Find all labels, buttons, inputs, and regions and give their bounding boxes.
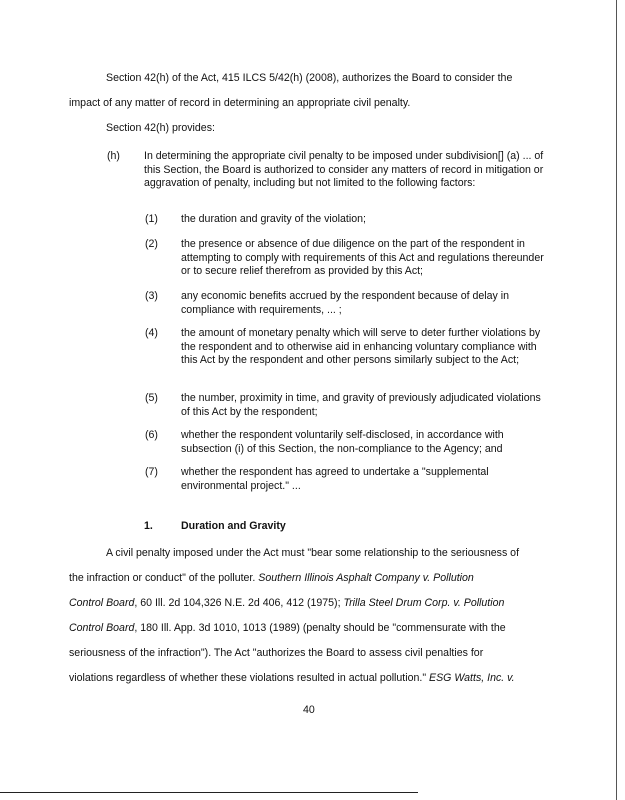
case-citation-control-board-2: Control Board bbox=[69, 622, 135, 634]
factor-1-text: the duration and gravity of the violation; bbox=[181, 213, 366, 225]
bottom-rule bbox=[0, 792, 418, 793]
body-line-6 bbox=[69, 672, 515, 684]
section-title: Duration and Gravity bbox=[181, 520, 286, 532]
factor-6-num: (6) bbox=[145, 429, 158, 441]
factor-1-num: (1) bbox=[145, 213, 158, 225]
factor-6-text: whether the respondent voluntarily self-disclosed, in accordance with subsection (i) of this Section, the non-compliance to the Agency; and bbox=[181, 429, 504, 455]
factor-4-num: (4) bbox=[145, 327, 158, 339]
case-citation-southern-illinois: Southern Illinois Asphalt Company v. Pollution bbox=[258, 572, 474, 584]
factor-2-num: (2) bbox=[145, 238, 158, 250]
provides-line: Section 42(h) provides: bbox=[106, 122, 215, 134]
intro-line-2: impact of any matter of record in determining an appropriate civil penalty. bbox=[69, 97, 411, 109]
factor-4-text: the amount of monetary penalty which will serve to deter further violations by the respondent and to otherwise aid in enhancing voluntary compliance with this Act by the respondent and other persons similarly subject to the Act; bbox=[181, 327, 541, 367]
body-line-1: A civil penalty imposed under the Act must "bear some relationship to the seriousness of bbox=[106, 547, 520, 559]
body-line-4-text: , 180 Ill. App. 3d 1010, 1013 (1989) (penalty should be "commensurate with the bbox=[134, 622, 506, 634]
factor-2-text: the presence or absence of due diligence on the part of the respondent in attempting to comply with requirements of this Act and regulations thereunder or to secure relief therefrom as provided by this Act; bbox=[181, 238, 544, 278]
quote-label: (h) bbox=[107, 150, 120, 162]
scan-edge-line bbox=[616, 0, 617, 800]
quote-text: In determining the appropriate civil penalty to be imposed under subdivision[] (a) ... of this Section, the Board is authorized to consider any matters of record in mitigation or aggravation of penalty, including but not limited to the following factors: bbox=[144, 150, 544, 190]
body-line-3-citation: , 60 Ill. 2d 104,326 N.E. 2d 406, 412 (1975); bbox=[134, 597, 341, 609]
intro-line-1: Section 42(h) of the Act, 415 ILCS 5/42(h) (2008), authorizes the Board to consider the bbox=[106, 72, 513, 84]
body-line-2 bbox=[69, 572, 474, 584]
body-line-4 bbox=[69, 622, 506, 634]
factor-3-text: any economic benefits accrued by the respondent because of delay in compliance with requirements, ... ; bbox=[181, 290, 510, 316]
factor-5-text: the number, proximity in time, and gravity of previously adjudicated violations of this Act by the respondent; bbox=[181, 392, 541, 418]
body-line-5: seriousness of the infraction"). The Act "authorizes the Board to assess civil penalties for bbox=[69, 647, 484, 659]
factor-3-num: (3) bbox=[145, 290, 158, 302]
body-line-2-text: the infraction or conduct" of the polluter. bbox=[69, 572, 256, 584]
body-line-3 bbox=[69, 597, 504, 609]
body-line-6-text: violations regardless of whether these violations resulted in actual pollution." bbox=[69, 672, 427, 684]
factor-7-text: whether the respondent has agreed to undertake a "supplemental environmental project." ... bbox=[181, 466, 489, 492]
factor-7-num: (7) bbox=[145, 466, 158, 478]
page-number: 40 bbox=[303, 704, 315, 716]
section-number: 1. bbox=[144, 520, 153, 532]
case-citation-esg-watts: ESG Watts, Inc. v. bbox=[429, 672, 515, 684]
factor-5-num: (5) bbox=[145, 392, 158, 404]
case-citation-control-board: Control Board bbox=[69, 597, 135, 609]
case-citation-trilla: Trilla Steel Drum Corp. v. Pollution bbox=[343, 597, 505, 609]
